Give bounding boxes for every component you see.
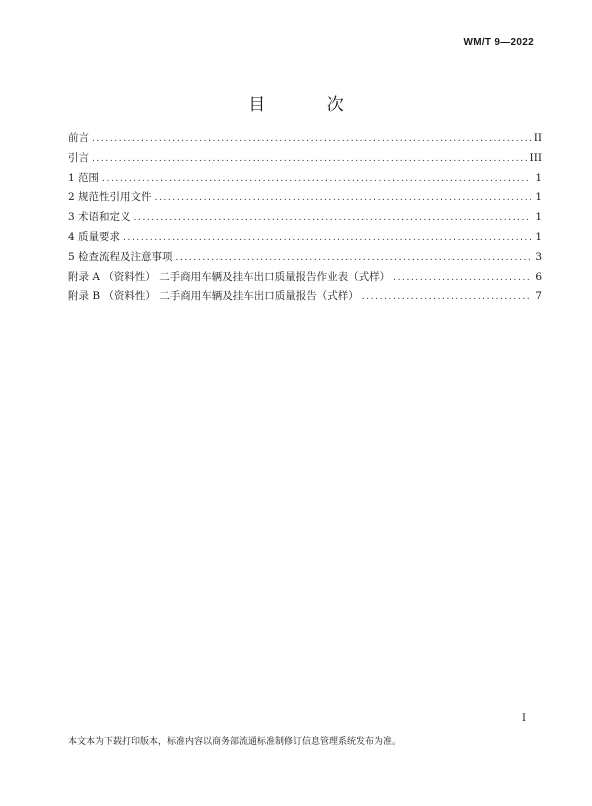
- toc-entry-foreword[interactable]: [68, 129, 542, 149]
- toc-leader-dots: [123, 229, 531, 249]
- toc-entry-quality-requirements[interactable]: [68, 228, 542, 248]
- toc-entry-page: 1: [535, 171, 542, 184]
- toc-entry-label: 引言: [68, 151, 89, 164]
- toc-entry-page: 1: [535, 191, 542, 204]
- toc-leader-dots: [134, 209, 531, 229]
- toc-leader-dots: [176, 249, 531, 269]
- toc-entry-label: 附录 B （资料性） 二手商用车辆及挂车出口质量报告（式样）: [68, 290, 359, 303]
- toc-entry-normative-references[interactable]: [68, 188, 542, 208]
- toc-entry-page: 7: [535, 290, 542, 303]
- toc-leader-dots: [155, 189, 531, 209]
- toc-entry-annex-b[interactable]: [68, 287, 542, 307]
- document-code: WM/T 9—2022: [463, 37, 534, 48]
- toc-entry-page: 6: [535, 270, 542, 283]
- toc-leader-dots: [92, 150, 527, 170]
- toc-leader-dots: [393, 269, 531, 289]
- toc-entry-page: 1: [535, 230, 542, 243]
- toc-entry-scope[interactable]: [68, 169, 542, 189]
- toc-entry-label: 前言: [68, 132, 89, 144]
- table-of-contents: [68, 129, 542, 307]
- toc-leader-dots: [92, 130, 531, 150]
- toc-leader-dots: [102, 170, 531, 190]
- toc-entry-label: 1 范围: [68, 171, 100, 184]
- toc-entry-page: III: [529, 151, 542, 164]
- toc-entry-page: II: [533, 132, 542, 144]
- toc-entry-label: 附录 A （资料性） 二手商用车辆及挂车出口质量报告作业表（式样）: [68, 270, 391, 283]
- toc-entry-label: 3 术语和定义: [68, 211, 131, 224]
- toc-entry-page: 3: [535, 250, 542, 263]
- toc-entry-introduction[interactable]: [68, 149, 542, 169]
- page-number: I: [522, 713, 526, 724]
- toc-leader-dots: [362, 288, 531, 308]
- toc-entry-page: 1: [535, 211, 542, 224]
- toc-entry-label: 4 质量要求: [68, 230, 121, 243]
- toc-entry-label: 2 规范性引用文件: [68, 191, 152, 204]
- toc-entry-label: 5 检查流程及注意事项: [68, 250, 173, 263]
- toc-title: 目 次: [248, 95, 372, 115]
- toc-entry-terms-definitions[interactable]: [68, 208, 542, 228]
- toc-entry-inspection-process[interactable]: [68, 248, 542, 268]
- footer-note: 本文本为下载打印版本，标准内容以商务部流通标准制修订信息管理系统发布为准。: [68, 737, 402, 747]
- toc-entry-annex-a[interactable]: [68, 268, 542, 288]
